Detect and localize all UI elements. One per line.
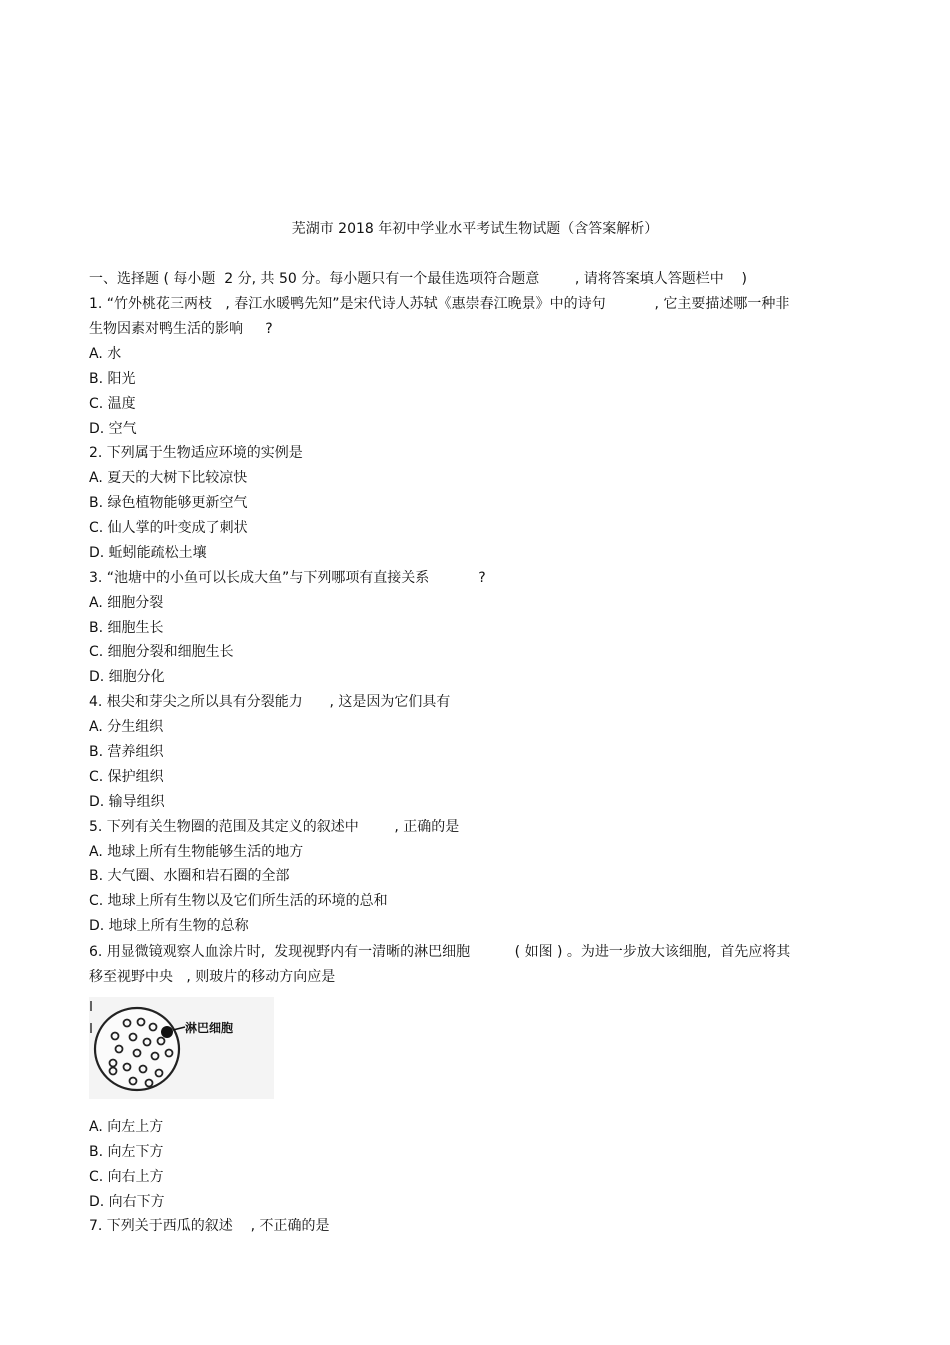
figure-label: 淋巴细胞 — [185, 1021, 234, 1035]
document-title: 芜湖市 2018 年初中学业水平考试生物试题（含答案解析） — [291, 221, 659, 237]
text-line: 生物因素对鸭生活的影响 ? — [89, 321, 273, 337]
text-line: 1. “竹外桃花三两枝 , 春江水暖鸭先知”是宋代诗人苏轼《惠崇春江晚景》中的诗句 , 它主要描述哪一种非 — [89, 296, 790, 312]
text-line: B. 绿色植物能够更新空气 — [89, 495, 248, 511]
section-header: 一、选择题 ( 每小题 2 分, 共 50 分。每小题只有一个最佳选项符合题意 , 请将答案填人答题栏中 ) — [89, 271, 747, 287]
text-line: 5. 下列有关生物圈的范围及其定义的叙述中 , 正确的是 — [89, 819, 460, 835]
text-line: C. 细胞分裂和细胞生长 — [89, 644, 234, 660]
microscope-field-figure — [89, 997, 274, 1099]
text-line: B. 细胞生长 — [89, 620, 164, 636]
text-line: D. 空气 — [89, 421, 137, 437]
microscope-field-illustration — [89, 997, 274, 1099]
text-line: A. 夏天的大树下比较凉快 — [89, 470, 248, 486]
text-line: 7. 下列关于西瓜的叙述 , 不正确的是 — [89, 1218, 330, 1234]
text-line: D. 输导组织 — [89, 794, 165, 810]
text-line: C. 温度 — [89, 396, 136, 412]
text-line: A. 分生组织 — [89, 719, 164, 735]
text-line: B. 营养组织 — [89, 744, 164, 760]
text-line: D. 蚯蚓能疏松土壤 — [89, 545, 207, 561]
text-line: C. 向右上方 — [89, 1169, 164, 1185]
text-line: D. 地球上所有生物的总称 — [89, 918, 249, 934]
text-line: 3. “池塘中的小鱼可以长成大鱼”与下列哪项有直接关系 ? — [89, 570, 486, 586]
text-line: A. 向左上方 — [89, 1119, 164, 1135]
text-line: B. 阳光 — [89, 371, 136, 387]
text-line: C. 地球上所有生物以及它们所生活的环境的总和 — [89, 893, 388, 909]
text-line: A. 细胞分裂 — [89, 595, 164, 611]
text-line: C. 保护组织 — [89, 769, 164, 785]
text-line: D. 向右下方 — [89, 1194, 165, 1210]
text-line: A. 地球上所有生物能够生活的地方 — [89, 844, 304, 860]
text-line: 2. 下列属于生物适应环境的实例是 — [89, 445, 303, 461]
text-line: A. 水 — [89, 346, 122, 362]
text-line: 4. 根尖和芽尖之所以具有分裂能力 , 这是因为它们具有 — [89, 694, 451, 710]
text-line: 6. 用显微镜观察人血涂片时, 发现视野内有一清晰的淋巴细胞 ( 如图 ) 。为进一步放大该细胞, 首先应将其 — [89, 944, 791, 960]
text-line: B. 向左下方 — [89, 1144, 164, 1160]
text-line: D. 细胞分化 — [89, 669, 165, 685]
text-line: C. 仙人掌的叶变成了刺状 — [89, 520, 248, 536]
text-line: B. 大气圈、水圈和岩石圈的全部 — [89, 868, 290, 884]
text-line: 移至视野中央 , 则玻片的移动方向应是 — [89, 969, 336, 985]
